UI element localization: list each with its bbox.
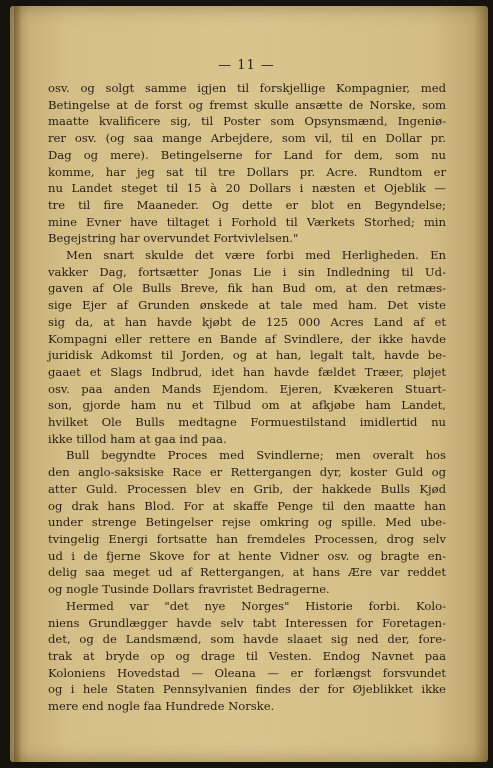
text-line: den anglo-saksiske Race er Rettergangen dyr, koster Guld og [48, 465, 446, 480]
text-line: ikke tillod ham at gaa ind paa. [48, 431, 227, 446]
text-line: Men snart skulde det være forbi med Herligheden. En [66, 248, 446, 263]
text-line: Bull begyndte Proces med Svindlerne; men overalt hos [66, 448, 446, 463]
paragraph [48, 447, 446, 597]
text-line: rer osv. (og saa mange Arbejdere, som vil, til en Dollar pr. [48, 131, 446, 146]
text-line: Kompagni eller rettere en Bande af Svindlere, der ikke havde [48, 331, 446, 346]
text-line: maatte kvalificere sig, til Poster som Opsynsmænd, Ingeniø- [48, 114, 446, 129]
paragraph [48, 247, 446, 447]
text-line: Betingelse at de forst og fremst skulle ansætte de Norske, som [48, 97, 446, 112]
body-text [48, 80, 446, 715]
text-line: tvingelig Energi fortsatte han fremdeles Processen, drog selv [48, 531, 446, 546]
text-line: det, og de Landsmænd, som havde slaaet sig ned der, fore- [48, 632, 446, 647]
text-line: Begejstring har overvundet Fortvivlelsen." [48, 231, 299, 246]
text-line: sig da, at han havde kjøbt de 125 000 Acres Land af et [48, 314, 446, 329]
text-line: son, gjorde ham nu et Tilbud om at afkjøbe ham Landet, [48, 398, 446, 413]
text-line: ud i de fjerne Skove for at hente Vidner osv. og bragte en- [48, 548, 446, 563]
text-line: niens Grundlægger havde selv tabt Interessen for Foretagen- [48, 615, 446, 630]
text-line: mine Evner have tiltaget i Forhold til Værkets Storhed; min [48, 214, 446, 229]
text-line: mere end nogle faa Hundrede Norske. [48, 699, 275, 714]
text-line: under strenge Betingelser rejse omkring og spille. Med ube- [48, 515, 446, 530]
text-line: Koloniens Hovedstad — Oleana — er forlængst forsvundet [48, 665, 446, 680]
text-line: trak at bryde op og drage til Vesten. Endog Navnet paa [48, 648, 446, 663]
text-line: Dag og mere). Betingelserne for Land for dem, som nu [48, 147, 446, 162]
text-line: gaven af Ole Bulls Breve, fik han Bud om, at den retmæs- [48, 281, 446, 296]
text-line: osv. og solgt samme igjen til forskjellige Kompagnier, med [48, 81, 446, 95]
text-line: hvilket Ole Bulls medtagne Formuestilstand imidlertid nu [48, 415, 446, 430]
page-number: — 11 — [218, 58, 275, 73]
page-gutter-shadow [14, 6, 22, 762]
text-line: vakker Dag, fortsætter Jonas Lie i sin Indledning til Ud- [48, 264, 446, 279]
text-line: Hermed var "det nye Norges" Historie forbi. Kolo- [66, 598, 446, 613]
text-line: osv. paa anden Mands Ejendom. Ejeren, Kvækeren Stuart- [48, 381, 446, 396]
text-line: delig saa meget ud af Rettergangen, at hans Ære var reddet [48, 565, 446, 580]
text-line: gaaet et Slags Indbrud, idet han havde fældet Træer, pløjet [48, 364, 446, 379]
text-line: og i hele Staten Pennsylvanien findes der for Øjeblikket ikke [48, 682, 446, 697]
text-line: og drak hans Blod. For at skaffe Penge til den maatte han [48, 498, 446, 513]
text-line: nu Landet steget til 15 à 20 Dollars i næsten et Ojeblik — [48, 181, 446, 196]
paragraph [48, 598, 446, 715]
paragraph [48, 80, 446, 247]
text-line: og nogle Tusinde Dollars fravristet Bedragerne. [48, 582, 330, 597]
text-line: atter Guld. Processen blev en Grib, der hakkede Bulls Kjød [48, 481, 446, 496]
text-line: juridisk Adkomst til Jorden, og at han, legalt talt, havde be- [48, 348, 446, 363]
text-line: tre til fire Maaneder. Og dette er blot en Begyndelse; [48, 197, 446, 212]
text-line: sige Ejer af Grunden ønskede at tale med ham. Det viste [48, 298, 446, 313]
text-line: komme, har jeg sat til tre Dollars pr. Acre. Rundtom er [48, 164, 446, 179]
